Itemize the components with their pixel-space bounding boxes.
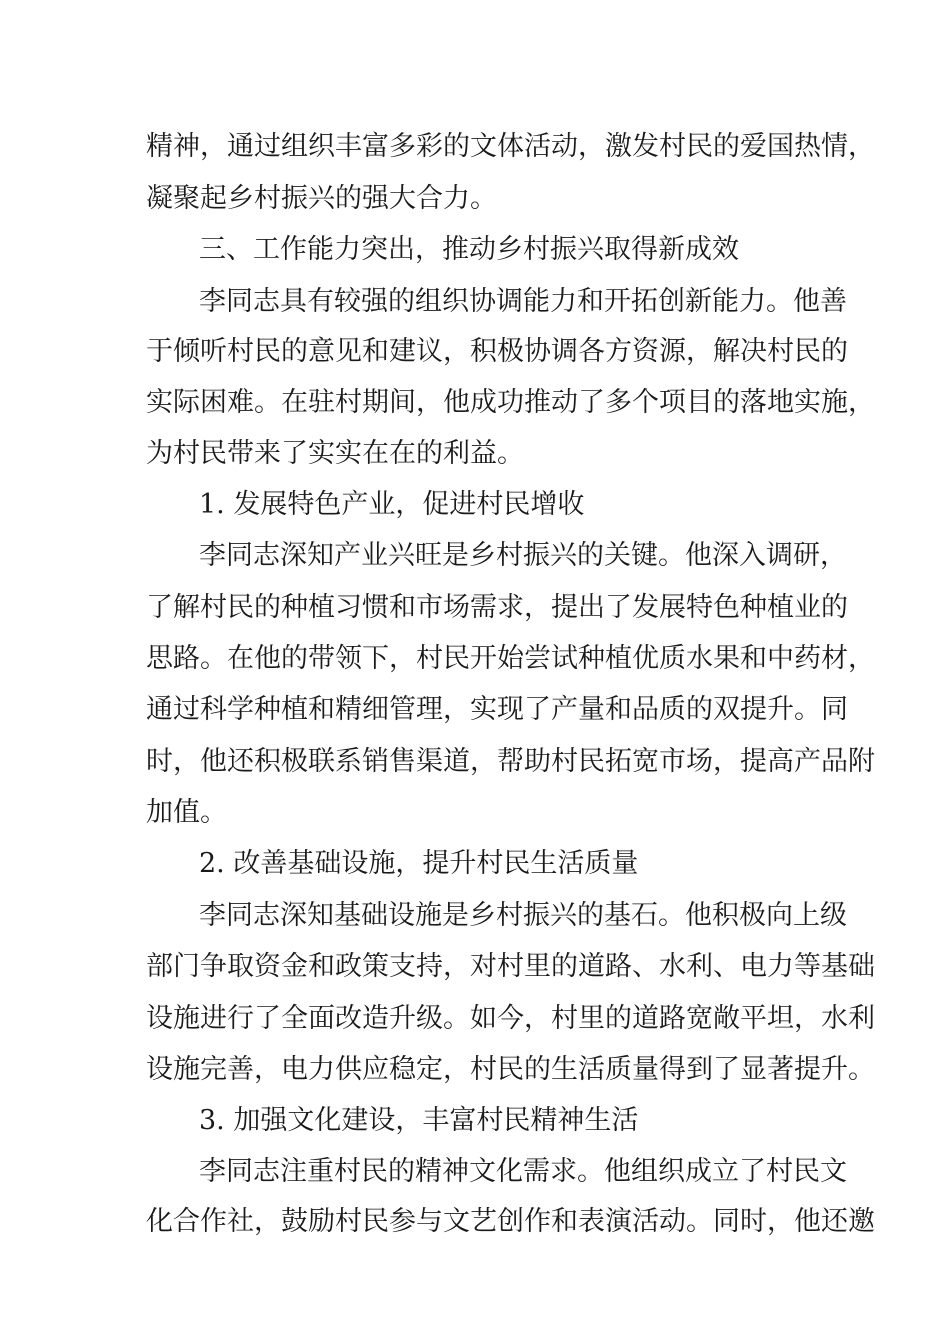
- paragraph-line: 通过科学种植和精细管理，实现了产量和品质的双提升。同: [146, 694, 848, 725]
- paragraph-line: 凝聚起乡村振兴的强大合力。: [146, 183, 497, 214]
- paragraph-line: 李同志具有较强的组织协调能力和开拓创新能力。他善: [199, 286, 847, 317]
- paragraph-line: 精神，通过组织丰富多彩的文体活动，激发村民的爱国热情，: [146, 131, 875, 162]
- paragraph-line: 实际困难。在驻村期间，他成功推动了多个项目的落地实施，: [146, 387, 875, 418]
- paragraph-line: 部门争取资金和政策支持，对村里的道路、水利、电力等基础: [146, 951, 875, 982]
- paragraph-line: 为村民带来了实实在在的利益。: [146, 438, 524, 469]
- paragraph-line: 化合作社，鼓励村民参与文艺创作和表演活动。同时，他还邀: [146, 1206, 875, 1237]
- paragraph-line: 了解村民的种植习惯和市场需求，提出了发展特色种植业的: [146, 592, 848, 623]
- section-heading: 三、工作能力突出，推动乡村振兴取得新成效: [199, 234, 739, 265]
- paragraph-line: 设施完善，电力供应稳定，村民的生活质量得到了显著提升。: [146, 1054, 875, 1085]
- paragraph-line: 思路。在他的带领下，村民开始尝试种植优质水果和中药材，: [146, 643, 875, 674]
- paragraph-line: 设施进行了全面改造升级。如今，村里的道路宽敞平坦，水利: [146, 1003, 875, 1034]
- paragraph-line: 李同志深知产业兴旺是乡村振兴的关键。他深入调研，: [199, 540, 847, 571]
- paragraph-line: 李同志注重村民的精神文化需求。他组织成立了村民文: [199, 1156, 847, 1187]
- paragraph-line: 于倾听村民的意见和建议，积极协调各方资源，解决村民的: [146, 336, 848, 367]
- subsection-heading: 1. 发展特色产业，促进村民增收: [199, 489, 585, 520]
- paragraph-line: 时，他还积极联系销售渠道，帮助村民拓宽市场，提高产品附: [146, 746, 875, 777]
- subsection-heading: 3. 加强文化建设，丰富村民精神生活: [199, 1105, 639, 1136]
- paragraph-line: 李同志深知基础设施是乡村振兴的基石。他积极向上级: [199, 900, 847, 931]
- subsection-heading: 2. 改善基础设施，提升村民生活质量: [199, 848, 639, 879]
- paragraph-line: 加值。: [146, 797, 227, 828]
